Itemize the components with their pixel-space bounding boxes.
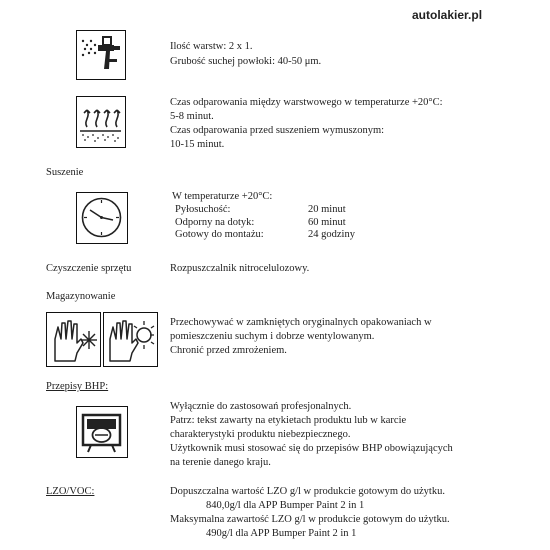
frost-protection-icon bbox=[46, 312, 101, 367]
flash-off-line-1: Czas odparowania między warstwowego w temperaturze +20°C: bbox=[170, 97, 443, 108]
evaporation-icon bbox=[76, 96, 126, 148]
voc-line-2: 840,0g/l dla APP Bumper Paint 2 in 1 bbox=[206, 500, 365, 511]
drying-label: Gotowy do montażu: bbox=[175, 229, 264, 240]
layers-text: Ilość warstw: 2 x 1. bbox=[170, 41, 253, 52]
clock-icon bbox=[76, 192, 128, 244]
flash-off-line-3: Czas odparowania przed suszeniem wymuszonym: bbox=[170, 125, 385, 136]
table-row bbox=[175, 204, 355, 217]
storage-line-1: Przechowywać w zamkniętych oryginalnych opakowaniach w bbox=[170, 317, 432, 328]
flash-off-line-4: 10-15 minut. bbox=[170, 139, 225, 150]
respirator-mask-icon bbox=[76, 406, 128, 458]
storage-line-3: Chronić przed zmrożeniem. bbox=[170, 345, 287, 356]
voc-line-1: Dopuszczalna wartość LZO g/l w produkcie gotowym do użytku. bbox=[170, 486, 445, 497]
drying-label: Pyłosuchość: bbox=[175, 204, 231, 215]
spray-gun-icon bbox=[76, 30, 126, 80]
storage-line-2: pomieszczeniu suchym i dobrze wentylowanym. bbox=[170, 331, 375, 342]
drying-value: 24 godziny bbox=[308, 229, 355, 240]
brand-logo: autolakier.pl bbox=[412, 8, 483, 22]
safety-line-5: na terenie danego kraju. bbox=[170, 457, 271, 468]
flash-off-line-2: 5-8 minut. bbox=[170, 111, 214, 122]
drying-temp: W temperaturze +20°C: bbox=[172, 191, 273, 202]
voc-line-3: Maksymalna zawartość LZO g/l w produkcie gotowym do użytku. bbox=[170, 514, 450, 525]
thickness-text: Grubość suchej powłoki: 40-50 μm. bbox=[170, 56, 322, 67]
safety-line-3: charakterystyki produktu niebezpiecznego. bbox=[170, 429, 351, 440]
drying-value: 20 minut bbox=[308, 204, 346, 215]
drying-value: 60 minut bbox=[308, 216, 346, 228]
table-row bbox=[175, 229, 355, 242]
drying-title: Suszenie bbox=[46, 167, 84, 178]
cleaning-label: Czyszczenie sprzętu bbox=[46, 263, 132, 274]
voc-line-4: 490g/l dla APP Bumper Paint 2 in 1 bbox=[206, 528, 357, 539]
safety-line-1: Wyłącznie do zastosowań profesjonalnych. bbox=[170, 401, 352, 412]
heat-protection-icon bbox=[103, 312, 158, 367]
safety-line-4: Użytkownik musi stosować się do przepisów BHP obowiązujących bbox=[170, 443, 453, 454]
cleaning-value: Rozpuszczalnik nitrocelulozowy. bbox=[170, 263, 310, 274]
storage-title: Magazynowanie bbox=[46, 291, 116, 302]
voc-title: LZO/VOC: bbox=[46, 486, 95, 497]
drying-table bbox=[175, 204, 355, 242]
safety-title: Przepisy BHP: bbox=[46, 381, 109, 392]
table-row bbox=[175, 217, 355, 230]
drying-label: Odporny na dotyk: bbox=[175, 216, 255, 228]
safety-line-2: Patrz: tekst zawarty na etykietach produktu lub w karcie bbox=[170, 415, 407, 426]
